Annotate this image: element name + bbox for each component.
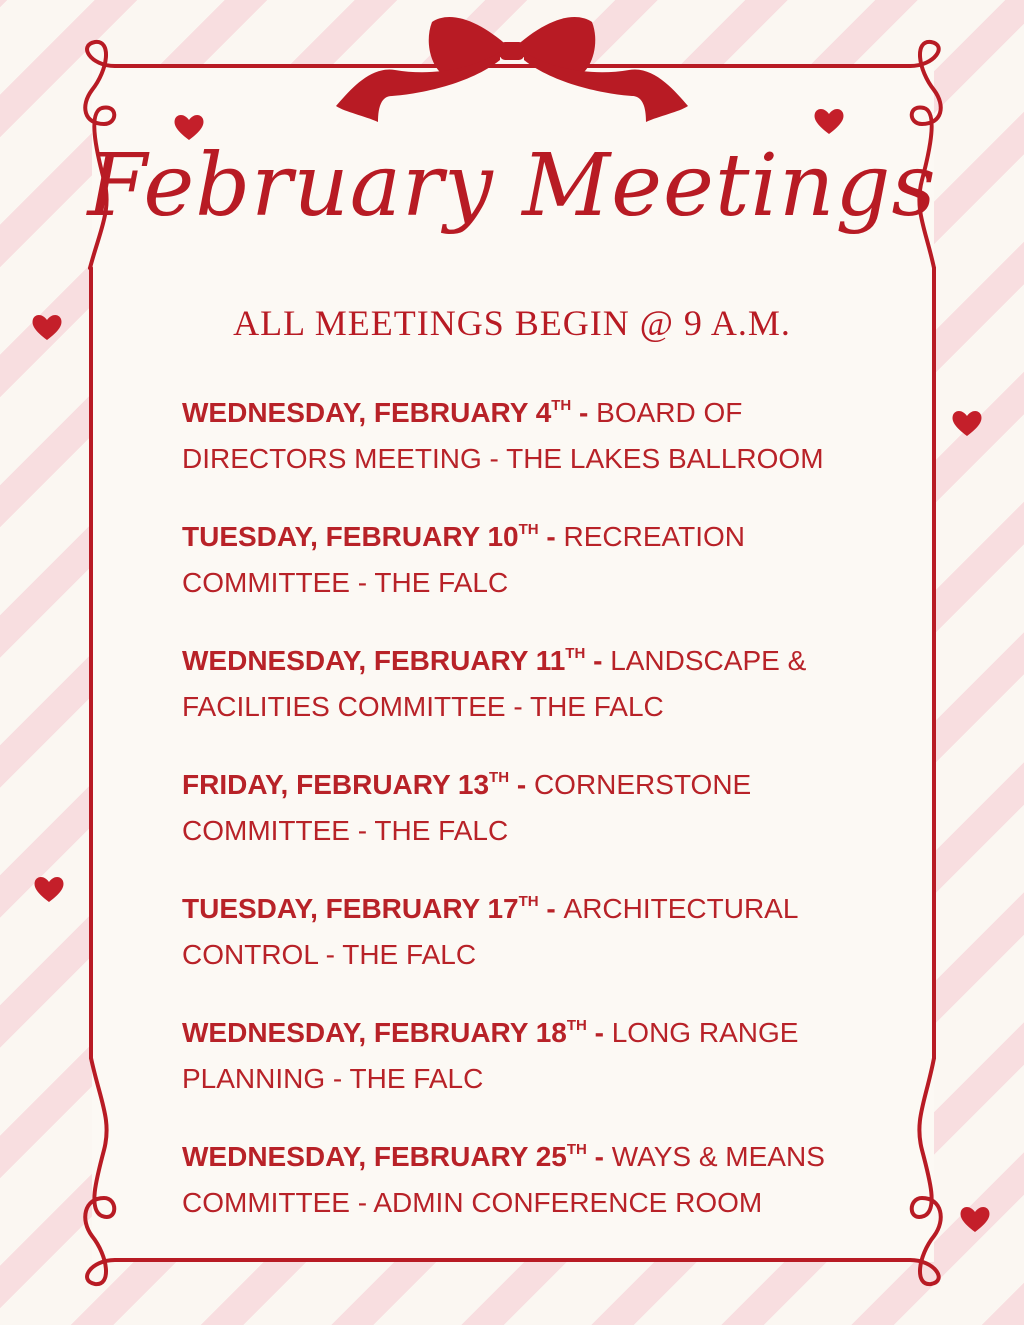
meeting-description: ARCHITECTURAL CONTROL - THE FALC xyxy=(182,893,798,970)
heart-icon xyxy=(32,874,66,904)
meeting-date: TUESDAY, FEBRUARY 10 xyxy=(182,521,519,552)
meeting-date: TUESDAY, FEBRUARY 17 xyxy=(182,893,519,924)
meeting-date: FRIDAY, FEBRUARY 13 xyxy=(182,769,490,800)
ribbon-bow-icon xyxy=(336,17,688,122)
heart-icon xyxy=(950,408,984,438)
heart-icon xyxy=(958,1204,992,1234)
date-suffix: TH xyxy=(518,893,539,910)
date-suffix: TH xyxy=(551,397,572,414)
meeting-date: WEDNESDAY, FEBRUARY 18 xyxy=(182,1017,567,1048)
list-item: WEDNESDAY, FEBRUARY 11TH - LANDSCAPE & FACILITIES COMMITTEE - THE FALC xyxy=(182,645,807,722)
meeting-description: RECREATION COMMITTEE - THE FALC xyxy=(182,521,746,598)
meeting-description: LANDSCAPE & FACILITIES COMMITTEE - THE FALC xyxy=(182,645,807,722)
meeting-description: CORNERSTONE COMMITTEE - THE FALC xyxy=(182,769,752,846)
list-item: FRIDAY, FEBRUARY 13TH - CORNERSTONE COMMITTEE - THE FALC xyxy=(182,769,752,846)
meeting-description: WAYS & MEANS COMMITTEE - ADMIN CONFERENCE ROOM xyxy=(182,1141,825,1218)
list-item: WEDNESDAY, FEBRUARY 4TH - BOARD OF DIRECTORS MEETING - THE LAKES BALLROOM xyxy=(182,397,824,474)
list-item: WEDNESDAY, FEBRUARY 25TH - WAYS & MEANS COMMITTEE - ADMIN CONFERENCE ROOM xyxy=(182,1141,825,1218)
meeting-date: WEDNESDAY, FEBRUARY 4 xyxy=(182,397,552,428)
date-suffix: TH xyxy=(566,1017,587,1034)
page-title: February Meetings xyxy=(87,136,937,236)
date-suffix: TH xyxy=(518,521,539,538)
list-item: TUESDAY, FEBRUARY 17TH - ARCHITECTURAL CONTROL - THE FALC xyxy=(182,893,798,970)
meeting-description: BOARD OF DIRECTORS MEETING - THE LAKES BALLROOM xyxy=(182,397,824,474)
date-suffix: TH xyxy=(566,1141,587,1158)
date-suffix: TH xyxy=(565,645,586,662)
meeting-list xyxy=(182,392,902,1260)
meeting-description: LONG RANGE PLANNING - THE FALC xyxy=(182,1017,799,1094)
meeting-date: WEDNESDAY, FEBRUARY 11 xyxy=(182,645,566,676)
list-item: TUESDAY, FEBRUARY 10TH - RECREATION COMMITTEE - THE FALC xyxy=(182,521,746,598)
heart-icon xyxy=(812,106,846,136)
list-item: WEDNESDAY, FEBRUARY 18TH - LONG RANGE PLANNING - THE FALC xyxy=(182,1017,799,1094)
meeting-time-note: ALL MEETINGS BEGIN @ 9 A.M. xyxy=(233,303,791,343)
date-suffix: TH xyxy=(489,769,510,786)
meeting-date: WEDNESDAY, FEBRUARY 25 xyxy=(182,1141,567,1172)
